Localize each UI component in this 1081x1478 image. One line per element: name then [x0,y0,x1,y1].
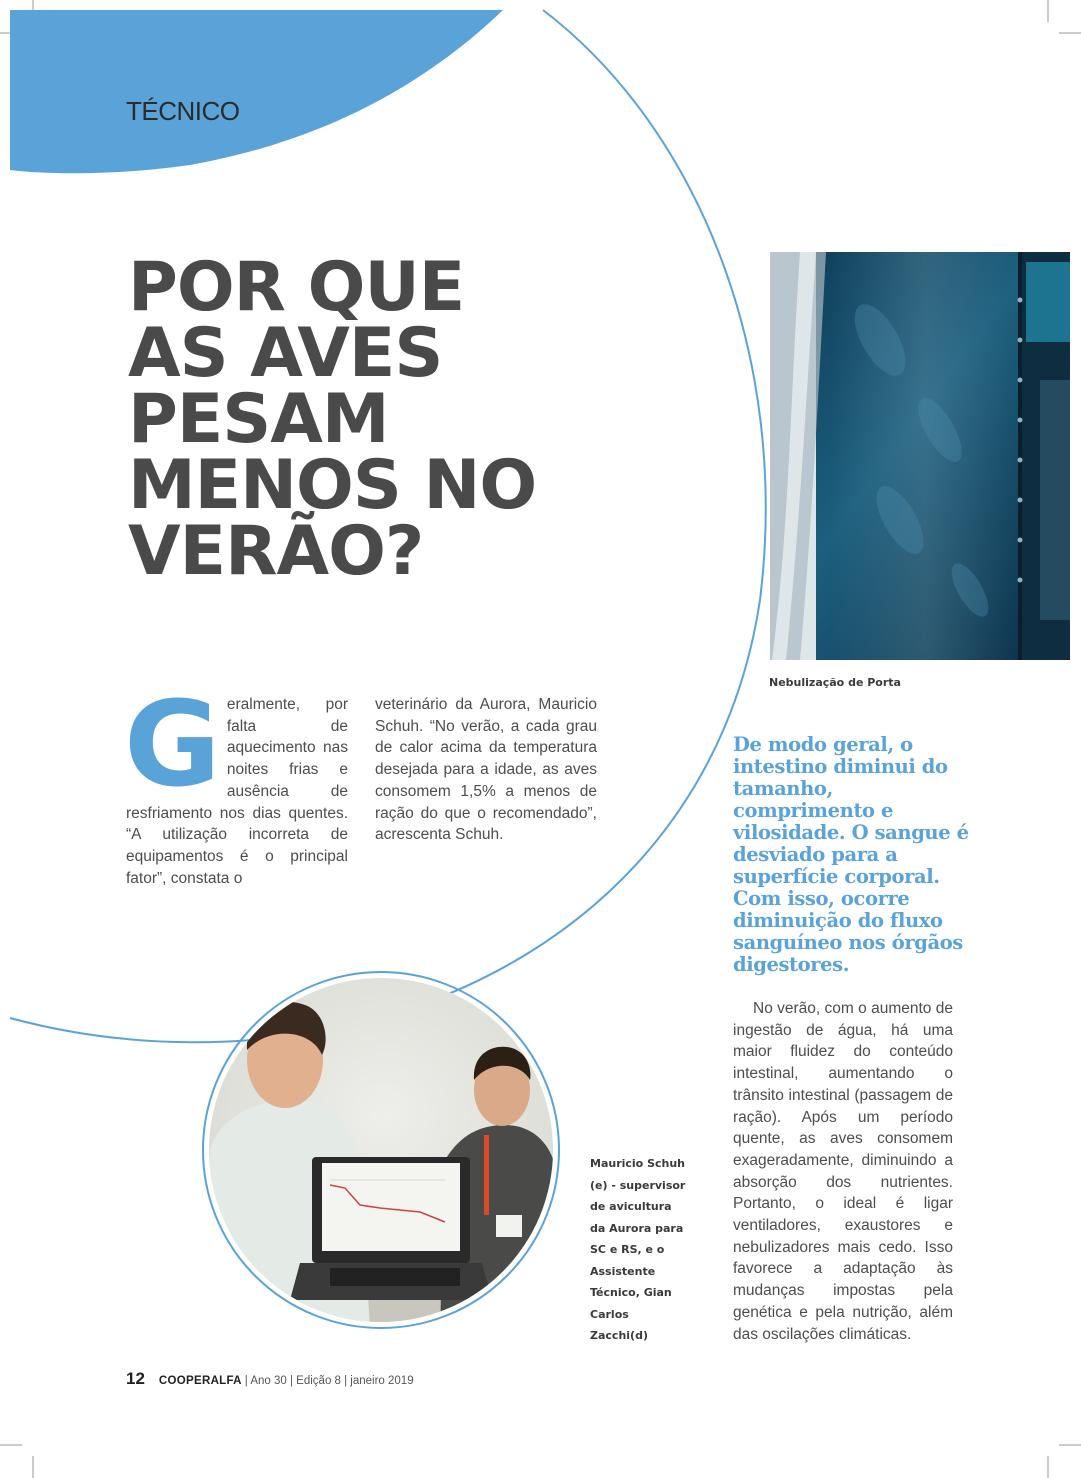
header-blue-shape [10,10,503,173]
curtain-photo-caption: Nebulização de Porta [769,676,901,689]
section-label: TÉCNICO [126,96,240,126]
issue-info: | Ano 30 | Edição 8 | janeiro 2019 [244,1375,414,1387]
people-photo-caption: Mauricio Schuh (e) - supervisor de avicultura da Aurora para SC e RS, e o Assistente Técnico, Gian Carlos Zacchi(d) [590,1157,686,1342]
headline-line: PESAM [128,380,389,459]
drop-cap: G [124,675,221,813]
article-column-3: No verão, com o aumento de ingestão de água, há uma maior fluidez do conteúdo intestinal, aumentando o trânsito intestinal (passagem de ração). Após um período quente, as aves consomem exageradamente, diminuindo a absorção dos nutrientes. Portanto, o ideal é ligar ventiladores, exaustores e nebulizadores mais cedo. Isso favorece a adaptação às mudanças impostas pela genética e pela nutrição, além das oscilações climáticas. [733,1000,953,1343]
magazine-name: COOPERALFA [158,1375,242,1387]
curtain-photo [770,252,1070,660]
headline-line: POR QUE [128,248,465,327]
headline-line: MENOS NO [128,446,537,525]
pull-quote: De modo geral, o intestino diminui do tamanho, comprimento e vilosidade. O sangue é desviado para a superfície corporal. Com isso, ocorre diminuição do fluxo sanguíneo nos órgãos digestores. [733,733,969,976]
headline [128,248,588,591]
page-number: 12 [126,1369,145,1388]
page-footer [126,1369,414,1389]
headline-line: AS AVES [128,314,443,393]
headline-line: VERÃO? [128,512,424,591]
article-column-2: veterinário da Aurora, Mauricio Schuh. “No verão, a cada grau de calor acima da temperatura desejada para a idade, as aves consomem 1,5% a menos de ração do que o recomendado”, acrescenta Schuh. [375,696,597,844]
article-column-1 [124,675,348,889]
article-column-1-text: eralmente, por falta de aquecimento nas noites frias e ausência de resfriamento nos dias quentes. “A utilização incorreta de equipamentos é o principal fator”, constata o [126,696,348,887]
